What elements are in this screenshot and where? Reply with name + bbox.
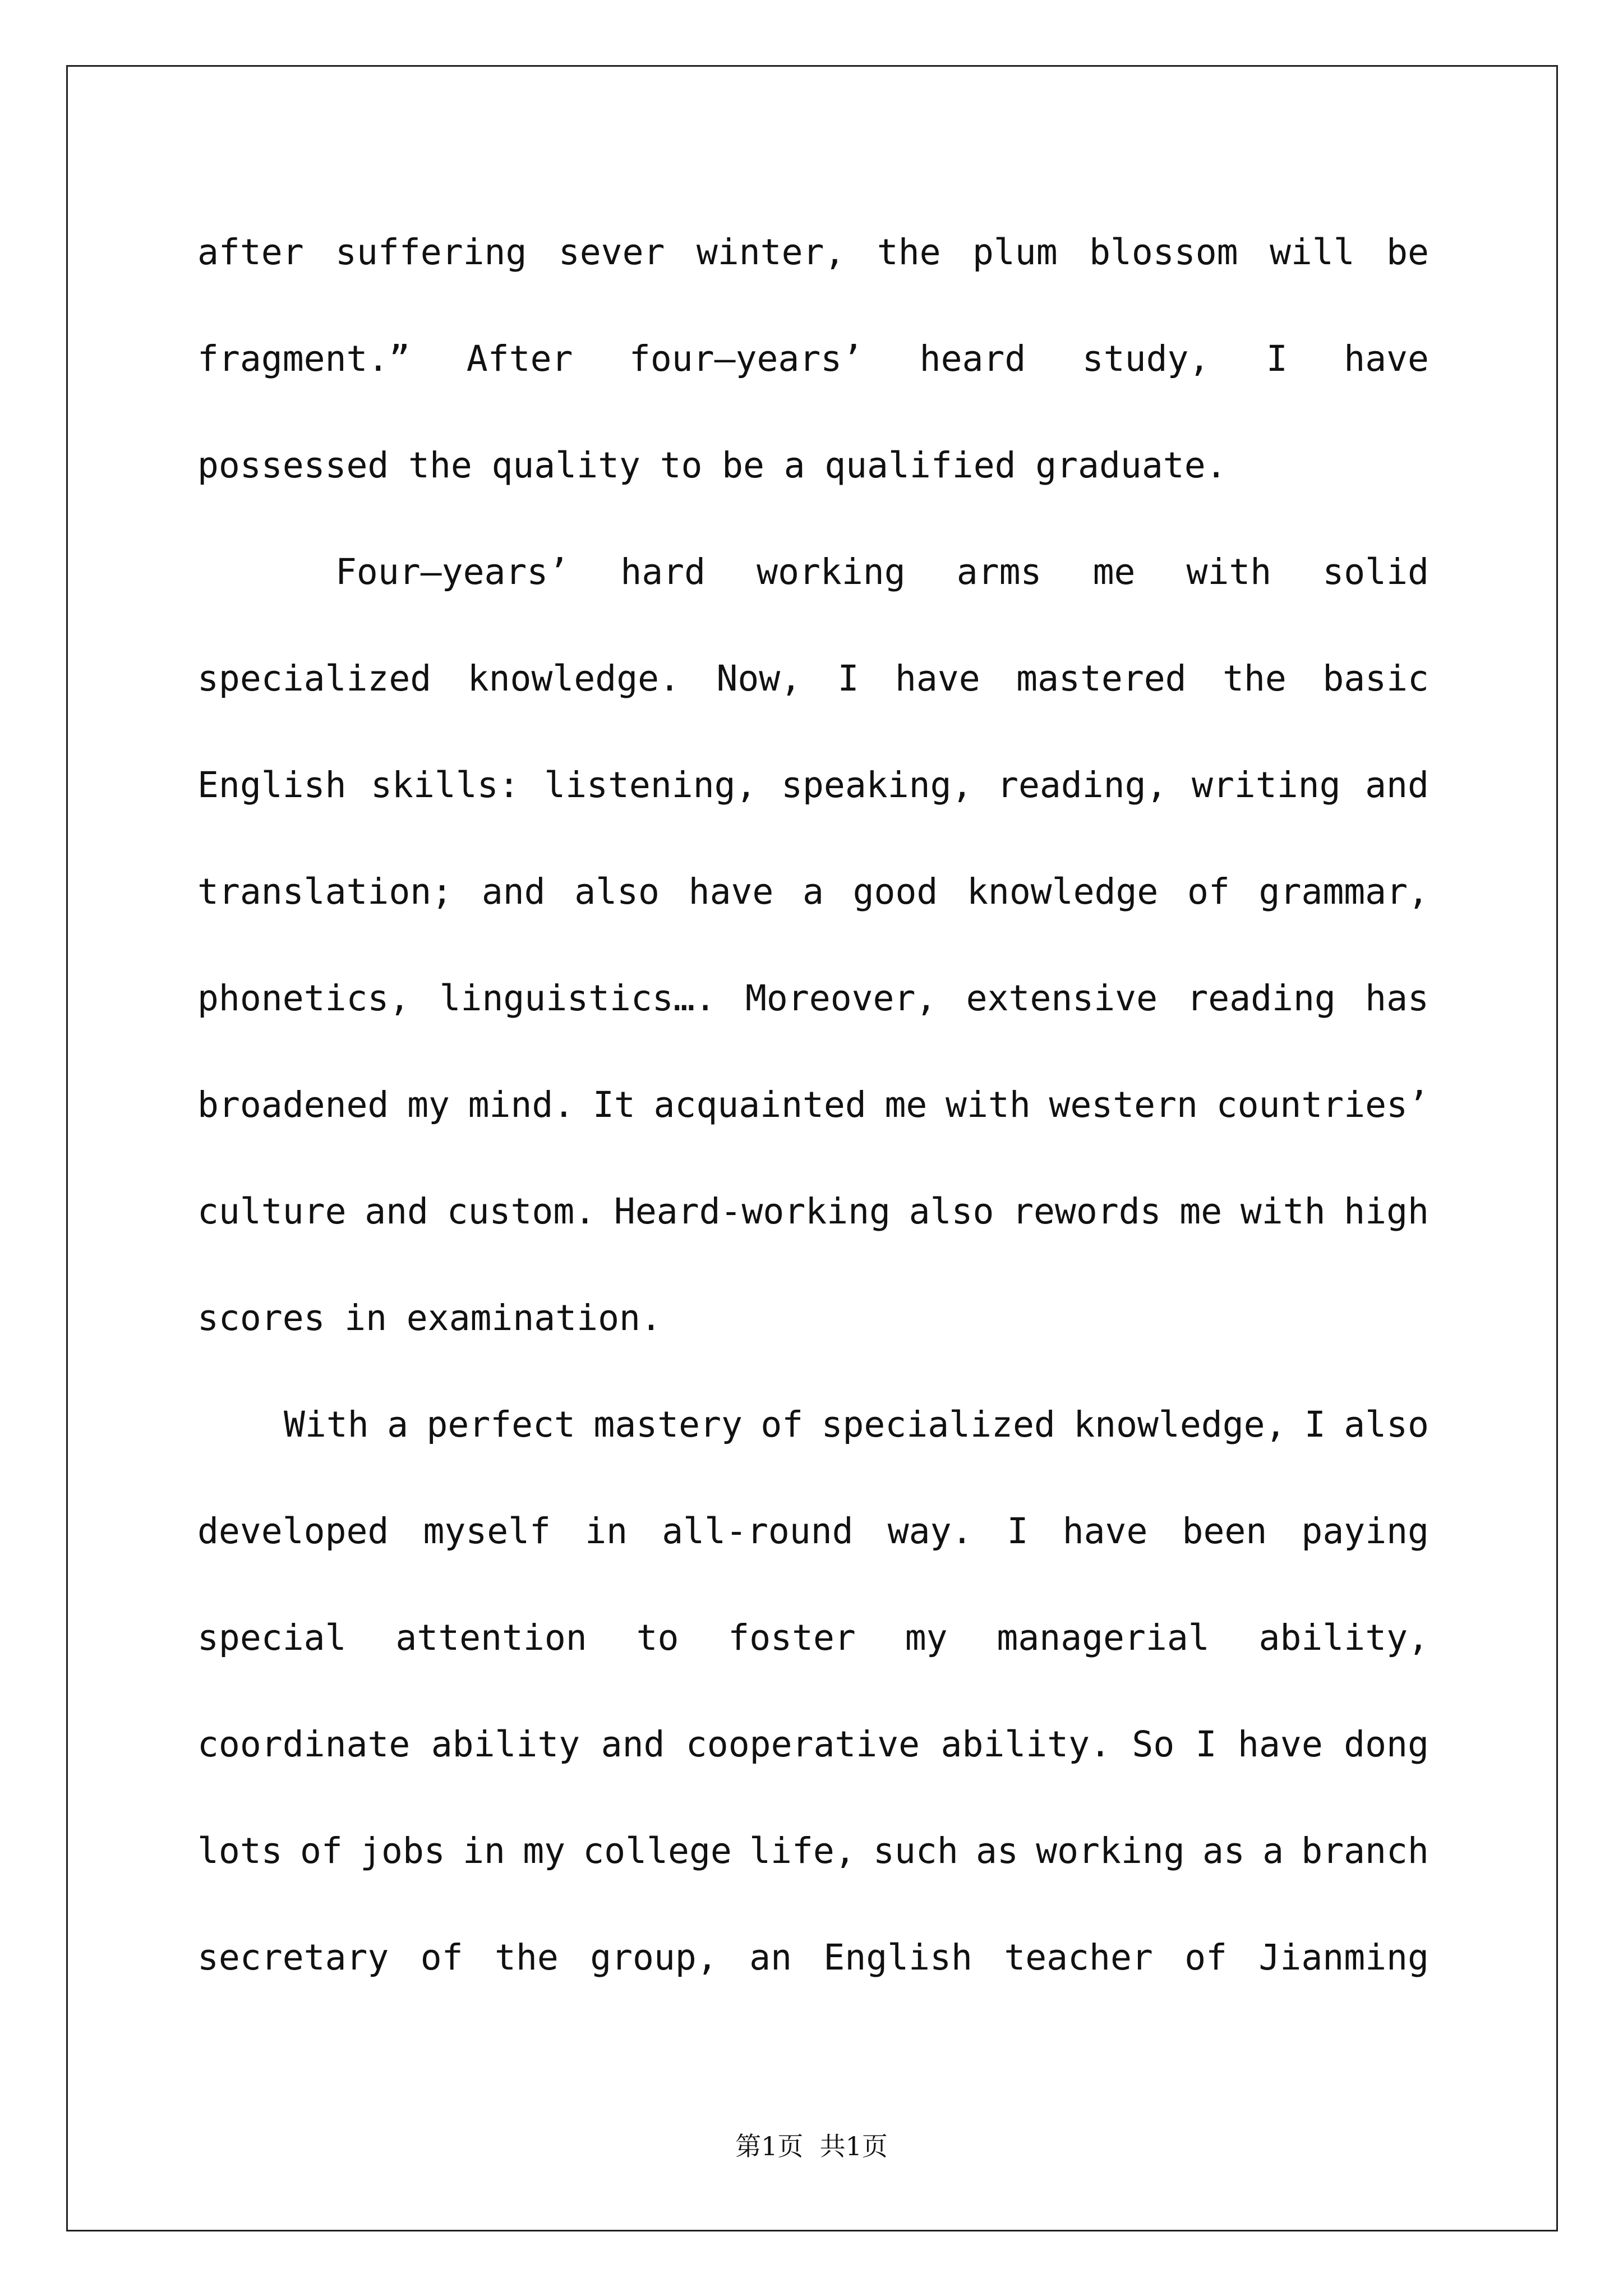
word: acquainted xyxy=(653,1084,866,1125)
word: scores xyxy=(197,1297,325,1338)
text-line xyxy=(197,1170,1429,1276)
word: all-round xyxy=(662,1511,854,1552)
text-line xyxy=(197,1489,1429,1596)
word: working xyxy=(1036,1830,1185,1871)
word: in xyxy=(585,1511,628,1552)
word: suffering xyxy=(335,232,527,273)
word: me xyxy=(884,1084,928,1125)
word: of xyxy=(299,1830,343,1871)
word: western xyxy=(1049,1084,1198,1125)
word: plum xyxy=(972,232,1058,273)
word: and xyxy=(481,871,546,912)
word: arms xyxy=(956,551,1042,592)
word: sever xyxy=(558,232,665,273)
word: linguistics…. xyxy=(439,978,716,1019)
text-line xyxy=(197,530,1429,637)
word: hard xyxy=(620,551,706,592)
word: I xyxy=(837,658,859,699)
word: have xyxy=(895,658,980,699)
word: English xyxy=(823,1937,972,1978)
word: knowledge, xyxy=(1073,1404,1287,1445)
word: college xyxy=(583,1830,732,1871)
word: specialized xyxy=(821,1404,1055,1445)
text-line xyxy=(197,956,1429,1063)
word: in xyxy=(463,1830,505,1871)
word: solid xyxy=(1322,551,1429,592)
word: with xyxy=(1240,1191,1326,1232)
word: high xyxy=(1344,1191,1429,1232)
word: of xyxy=(760,1404,804,1445)
word: also xyxy=(909,1191,994,1232)
word: in xyxy=(344,1297,388,1338)
text-line xyxy=(197,1383,1429,1489)
word: special xyxy=(197,1617,347,1658)
document-body xyxy=(197,210,1429,2022)
word: knowledge xyxy=(966,871,1159,912)
word: study, xyxy=(1082,338,1210,379)
word: grammar, xyxy=(1258,871,1429,912)
word: lots xyxy=(197,1830,283,1871)
word: have xyxy=(1344,338,1429,379)
word: jobs xyxy=(360,1830,445,1871)
text-line xyxy=(197,1276,1429,1383)
word: teacher xyxy=(1004,1937,1153,1978)
word: So xyxy=(1132,1724,1175,1765)
word: winter, xyxy=(696,232,846,273)
word: With xyxy=(284,1404,369,1445)
word: ability xyxy=(431,1724,580,1765)
word: I xyxy=(1195,1724,1217,1765)
text-line xyxy=(197,850,1429,956)
word: ability, xyxy=(1258,1617,1429,1658)
word: way. xyxy=(887,1511,973,1552)
word: branch xyxy=(1301,1830,1429,1871)
text-line xyxy=(197,1703,1429,1809)
word: listening, xyxy=(544,765,757,806)
word: the xyxy=(495,1937,559,1978)
word: attention xyxy=(395,1617,587,1658)
word: four—years’ xyxy=(629,338,864,379)
paragraph xyxy=(197,530,1429,1383)
word: of xyxy=(420,1937,463,1978)
text-line xyxy=(197,1809,1429,1916)
word: mind. xyxy=(468,1084,575,1125)
word: basic xyxy=(1322,658,1429,699)
word: also xyxy=(1344,1404,1429,1445)
word: quality xyxy=(491,445,640,486)
word: Jianming xyxy=(1258,1937,1429,1978)
word: Now, xyxy=(716,658,802,699)
word: examination. xyxy=(406,1297,662,1338)
word: also xyxy=(574,871,660,912)
word: to xyxy=(636,1617,679,1658)
word: the xyxy=(877,232,941,273)
word: fragment.” xyxy=(197,338,411,379)
word: good xyxy=(852,871,938,912)
word: have xyxy=(1238,1724,1323,1765)
word: after xyxy=(197,232,304,273)
word: a xyxy=(387,1404,409,1445)
word: qualified xyxy=(824,445,1016,486)
word: graduate. xyxy=(1035,445,1227,486)
word: After xyxy=(466,338,573,379)
word: perfect xyxy=(426,1404,575,1445)
text-line xyxy=(197,743,1429,850)
word: my xyxy=(523,1830,566,1871)
word: phonetics, xyxy=(197,978,411,1019)
word: and xyxy=(601,1724,665,1765)
word: has xyxy=(1365,978,1429,1019)
word: coordinate xyxy=(197,1724,411,1765)
text-line xyxy=(197,210,1429,317)
word: group, xyxy=(590,1937,718,1978)
word: me xyxy=(1179,1191,1223,1232)
word: translation; xyxy=(197,871,453,912)
word: foster xyxy=(728,1617,856,1658)
word: custom. xyxy=(446,1191,596,1232)
word: broadened xyxy=(197,1084,389,1125)
word: secretary xyxy=(197,1937,389,1978)
word: myself xyxy=(423,1511,551,1552)
word: Heard-working xyxy=(614,1191,891,1232)
text-line xyxy=(197,424,1429,530)
word: reading, xyxy=(997,765,1168,806)
word: me xyxy=(1092,551,1136,592)
word: have xyxy=(1062,1511,1148,1552)
word: with xyxy=(1186,551,1272,592)
word: countries’ xyxy=(1216,1084,1429,1125)
word: developed xyxy=(197,1511,389,1552)
word: Four—years’ xyxy=(335,551,570,592)
word: Moreover, xyxy=(745,978,937,1019)
word: working xyxy=(757,551,906,592)
word: extensive xyxy=(966,978,1158,1019)
word: dong xyxy=(1344,1724,1429,1765)
word: cooperative xyxy=(685,1724,920,1765)
word: be xyxy=(722,445,764,486)
word: writing xyxy=(1192,765,1341,806)
word: my xyxy=(905,1617,948,1658)
word: my xyxy=(407,1084,450,1125)
word: culture xyxy=(197,1191,347,1232)
word: possessed xyxy=(197,445,389,486)
word: paying xyxy=(1301,1511,1429,1552)
text-line xyxy=(197,1916,1429,2022)
word: life, xyxy=(749,1830,856,1871)
paragraph xyxy=(197,210,1429,530)
word: a xyxy=(1262,1830,1284,1871)
word: ability. xyxy=(940,1724,1111,1765)
word: a xyxy=(803,871,824,912)
page-footer: 第1页 共1页 xyxy=(735,2131,888,2161)
word: and xyxy=(1365,765,1429,806)
paragraph xyxy=(197,1383,1429,2022)
word: of xyxy=(1187,871,1230,912)
word: specialized xyxy=(197,658,432,699)
word: such xyxy=(873,1830,958,1871)
text-line xyxy=(197,317,1429,424)
word: heard xyxy=(919,338,1026,379)
word: as xyxy=(1202,1830,1245,1871)
word: rewords xyxy=(1012,1191,1161,1232)
word: reading xyxy=(1187,978,1336,1019)
word: It xyxy=(592,1084,635,1125)
word: have xyxy=(688,871,774,912)
text-line xyxy=(197,1063,1429,1170)
word: I xyxy=(1266,338,1288,379)
word: managerial xyxy=(997,1617,1210,1658)
word: with xyxy=(946,1084,1031,1125)
word: I xyxy=(1007,1511,1029,1552)
word: English xyxy=(197,765,347,806)
word: skills: xyxy=(371,765,520,806)
word: mastery xyxy=(593,1404,743,1445)
word: mastered xyxy=(1016,658,1187,699)
word: the xyxy=(1223,658,1287,699)
word: blossom xyxy=(1089,232,1238,273)
word: and xyxy=(365,1191,428,1232)
word: a xyxy=(783,445,805,486)
text-line xyxy=(197,1596,1429,1703)
word: knowledge. xyxy=(467,658,680,699)
word: I xyxy=(1304,1404,1326,1445)
word: will xyxy=(1269,232,1355,273)
word: of xyxy=(1184,1937,1228,1978)
word: the xyxy=(408,445,472,486)
word: be xyxy=(1386,232,1429,273)
word: an xyxy=(749,1937,792,1978)
word: as xyxy=(976,1830,1018,1871)
text-line xyxy=(197,637,1429,743)
word: to xyxy=(660,445,703,486)
word: been xyxy=(1182,1511,1267,1552)
word: speaking, xyxy=(781,765,973,806)
